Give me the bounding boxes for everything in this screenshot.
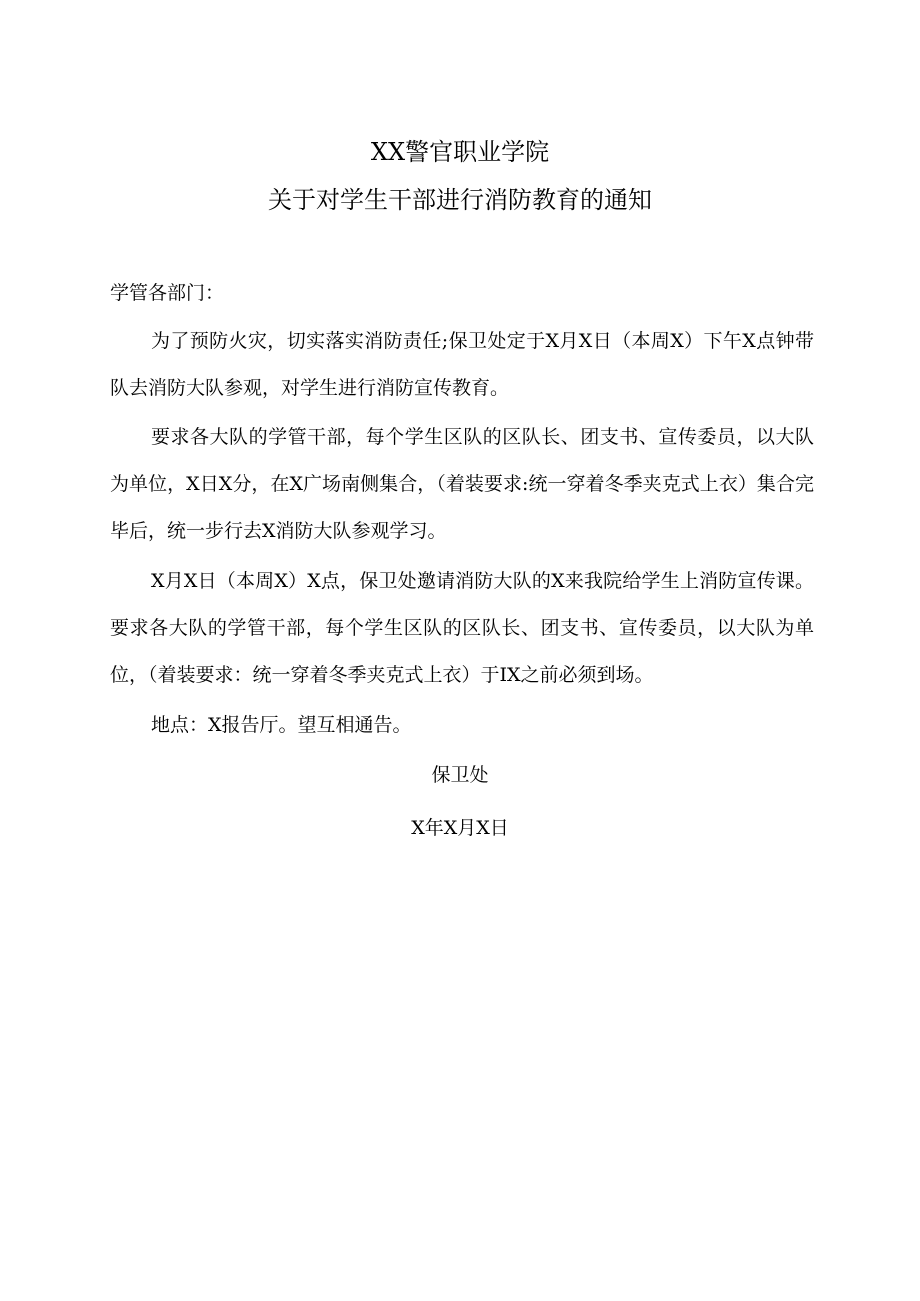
paragraph-location: 地点：X报告厅。望互相通告。	[151, 714, 412, 736]
document-title-institution: XX警官职业学院	[370, 138, 550, 166]
paragraph-assembly-requirements: 要求各大队的学管干部，每个学生区队的区队长、团支书、宣传委员，以大队为单位，X日X分，在X广场南侧集合，（着装要求:统一穿着冬季夹克式上衣）集合完毕后，统一步行去X消防大队参观学习。	[110, 426, 814, 542]
signature-organization: 保卫处	[431, 764, 489, 786]
paragraph-visit-arrangement: 为了预防火灾，切实落实消防责任;保卫处定于X月X日（本周X）下午X点钟带队去消防大队参观，对学生进行消防宣传教育。	[110, 330, 814, 399]
paragraph-fire-lecture: X月X日（本周X）X点，保卫处邀请消防大队的X来我院给学生上消防宣传课。要求各大队的学管干部，每个学生区队的区队长、团支书、宣传委员，以大队为单位，（着装要求：统一穿着冬季夹克式上衣）于IX之前必须到场。	[110, 570, 814, 686]
document-title-subject: 关于对学生干部进行消防教育的通知	[268, 186, 652, 214]
signature-date: X年X月X日	[411, 817, 509, 839]
salutation: 学管各部门：	[110, 282, 225, 304]
